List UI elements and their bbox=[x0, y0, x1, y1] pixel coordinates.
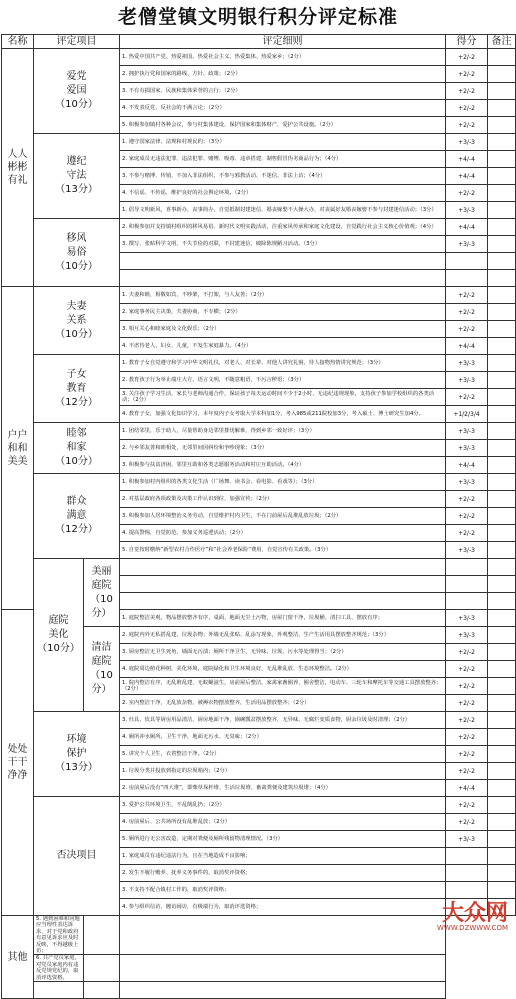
note-cell bbox=[488, 219, 516, 236]
score-cell: +2/-2 bbox=[446, 797, 488, 814]
score-cell: +2/-2 bbox=[446, 814, 488, 831]
score-cell bbox=[446, 576, 488, 593]
detail-cell: 3. 不有有损国家、民族和集体荣誉的言行；（2分） bbox=[120, 83, 446, 100]
note-cell bbox=[488, 610, 516, 627]
table-row bbox=[2, 955, 516, 982]
header-note: 备注 bbox=[488, 35, 516, 49]
item-cell: 爱党 爱国 （10分） bbox=[34, 49, 120, 134]
detail-cell bbox=[120, 576, 446, 593]
note-cell bbox=[488, 644, 516, 661]
sub-item-cell: 美丽 庭院 （10 分） bbox=[84, 559, 120, 627]
note-cell bbox=[488, 202, 516, 219]
detail-cell: 4. 不虐待老人、妇女、儿童，不发生家庭暴力。（4分） bbox=[120, 338, 446, 355]
detail-cell: 3. 灶具、炊具等厨房用品清洁，厨房地面干净，锅碗瓢盆摆放整齐，无异味，无腐烂变质食物，厨余垃圾及时清理；（2分） bbox=[120, 712, 446, 729]
detail-cell: 3. 不参与赌博、传销，不加入非法组织，不参与邪教活动、不迷信、非法上访；（4分） bbox=[120, 168, 446, 185]
detail-cell: 1. 夫妻和睦，相敬如宾，不吵架，不打架，与人友善；（2分） bbox=[120, 287, 446, 304]
detail-cell: 5. 讲究个人卫生，衣着整洁干净。（2分） bbox=[120, 746, 446, 763]
note-cell bbox=[488, 304, 516, 321]
score-cell: +3/-3 bbox=[446, 202, 488, 219]
note-cell bbox=[488, 661, 516, 678]
detail-cell: 4. 参与组织信访、缠访闹访，有极端行为，取消评选资格； bbox=[120, 899, 446, 916]
detail-cell: 1. 热爱中国共产党、热爱祖国、热爱社会主义、热爱集体、热爱家乡；（2分） bbox=[120, 49, 446, 66]
score-cell: +2/-2 bbox=[446, 644, 488, 661]
note-cell bbox=[488, 712, 516, 729]
detail-cell: 1. 倡导文明新风，喜事新办，丧事简办，自觉抵制封建迷信，婚丧嫁娶不大操大办，对丧属好友婚丧嫁娶不参与封建迷信活动；（3分） bbox=[120, 202, 446, 219]
note-cell bbox=[488, 593, 516, 610]
header-name: 名称 bbox=[2, 35, 34, 49]
score-cell: +2/-2 bbox=[446, 746, 488, 763]
detail-cell bbox=[34, 982, 84, 999]
score-cell bbox=[446, 270, 488, 287]
score-cell bbox=[446, 865, 488, 882]
table-row bbox=[2, 49, 516, 66]
score-cell: +2/-2 bbox=[446, 287, 488, 304]
detail-cell: 4. 提高警惕，自觉防范，参加义务巡逻活动；（2分） bbox=[120, 525, 446, 542]
table-row bbox=[2, 559, 516, 576]
detail-cell: 3. 相互关心和睦家庭及文化娱乐；（2分） bbox=[120, 321, 446, 338]
note-cell bbox=[488, 746, 516, 763]
table-row bbox=[2, 982, 516, 999]
score-cell bbox=[446, 882, 488, 899]
detail-cell: 4. 房前屋后、公共场所没有乱堆乱放；（2分） bbox=[120, 814, 446, 831]
detail-cell: 1. 垃圾分类并投放到指定的垃圾箱内；（2分） bbox=[120, 763, 446, 780]
detail-cell: 4. 庭院周边植花种树，美化环境，庭院绿化和卫生环境良好，无乱堆乱放、生态环境整洁。（2分） bbox=[120, 661, 446, 678]
item-cell: 移风 易俗 （10分） bbox=[34, 219, 120, 287]
item-cell: 庭院 美化 （10分） bbox=[34, 559, 84, 712]
item-cell: 遵纪 守法 （13分） bbox=[34, 134, 120, 219]
note-cell bbox=[488, 576, 516, 593]
sub-item-cell: 清洁 庭院 （10 分） bbox=[84, 627, 120, 712]
score-cell bbox=[446, 593, 488, 610]
detail-cell: 2. 家庭事务民主决策，夫妻协商，不专横；（2分） bbox=[120, 304, 446, 321]
note-cell bbox=[488, 151, 516, 168]
item-cell: 睦邻 和家 （10分） bbox=[34, 423, 120, 474]
score-cell: +2/-2 bbox=[446, 695, 488, 712]
score-cell: +3/-3 bbox=[446, 236, 488, 253]
score-cell: +4/-4 bbox=[446, 219, 488, 236]
header-score: 得分 bbox=[446, 35, 488, 49]
detail-cell bbox=[120, 270, 446, 287]
score-cell: +2/-2 bbox=[446, 100, 488, 117]
note-cell bbox=[488, 185, 516, 202]
score-cell bbox=[84, 916, 120, 955]
score-cell: +2/-2 bbox=[446, 49, 488, 66]
header-row bbox=[2, 35, 516, 49]
note-cell bbox=[120, 982, 446, 999]
note-cell bbox=[488, 49, 516, 66]
detail-cell: 2. 发生不履行赡养、抚养义务事件的，取消奖评资格； bbox=[120, 865, 446, 882]
note-cell bbox=[488, 355, 516, 372]
score-cell bbox=[446, 253, 488, 270]
note-cell bbox=[488, 236, 516, 253]
table-row bbox=[2, 287, 516, 304]
score-cell: +4/-4 bbox=[446, 457, 488, 474]
score-cell: +3/-3 bbox=[446, 134, 488, 151]
score-cell: +3/-3 bbox=[446, 423, 488, 440]
note-cell bbox=[488, 389, 516, 406]
score-cell: +2/-2 bbox=[446, 304, 488, 321]
note-cell bbox=[488, 100, 516, 117]
note-cell bbox=[488, 559, 516, 576]
note-cell bbox=[488, 406, 516, 423]
score-cell bbox=[84, 955, 120, 982]
score-cell bbox=[84, 982, 120, 999]
note-cell bbox=[488, 491, 516, 508]
detail-cell: 3. 不支持不配合镇村工作的，取消奖评资格； bbox=[120, 882, 446, 899]
score-cell: +2/-2 bbox=[446, 525, 488, 542]
note-cell bbox=[488, 729, 516, 746]
detail-cell: 1. 遵守国家法律、法规和村规民约；（3分） bbox=[120, 134, 446, 151]
note-cell bbox=[488, 695, 516, 712]
detail-cell: 1. 团结邻里，乐于助人，尽量帮助身边邻里排忧解难，得到乡邻一致好评；（3分） bbox=[120, 423, 446, 440]
detail-cell: 4. 不信谣、不传谣，维护良好的社会舆论环境。（2分） bbox=[120, 185, 446, 202]
score-cell: +3/-3 bbox=[446, 831, 488, 848]
item-cell: 群众 满意 （12分） bbox=[34, 474, 120, 559]
page-title: 老僧堂镇文明银行积分评定标准 bbox=[0, 0, 516, 34]
note-cell bbox=[488, 763, 516, 780]
score-cell: +2/-2 bbox=[446, 185, 488, 202]
note-cell bbox=[488, 134, 516, 151]
score-cell: +3/-3 bbox=[446, 474, 488, 491]
table-row bbox=[2, 134, 516, 151]
note-cell bbox=[488, 525, 516, 542]
header-detail: 评定细则 bbox=[120, 35, 446, 49]
detail-cell: 2. 庭院内外无私搭乱建，垃圾杂物；外墙无乱张贴、乱涂写现象，外观整洁，生产生活用具摆放整齐规范；（3分） bbox=[120, 627, 446, 644]
detail-cell: 4. 教育子女，加强文化知识学习，本年度内子女考取大学本科加1分，考入985或211院校加3分，考入硕士、博士研究生加4分。 bbox=[120, 406, 446, 423]
detail-cell: 2. 室内整洁干净，无乱放杂物，被褥衣物摆放整齐，生活用品摆放整齐；（2分） bbox=[120, 695, 446, 712]
detail-cell bbox=[120, 559, 446, 576]
score-cell bbox=[446, 559, 488, 576]
note-cell bbox=[120, 916, 446, 955]
note-cell bbox=[488, 678, 516, 695]
category-cell: 处处 干干 净净 bbox=[2, 610, 34, 916]
table-body bbox=[2, 49, 516, 999]
note-cell bbox=[488, 882, 516, 899]
detail-cell: 1. 教育子女自觉遵守和学习中华文明礼仪，对老人、对长辈、对他人讲究礼貌，待人接物热情讲究规范；（3分） bbox=[120, 355, 446, 372]
detail-cell: 1. 庭院整洁美观，物品摆放整齐有序，桌面、地面无尘土污物，房屋门窗干净，垃圾桶、清扫工具、摆放有序； bbox=[120, 610, 446, 627]
note-cell bbox=[488, 117, 516, 134]
score-cell: +2/-2 bbox=[446, 763, 488, 780]
score-cell: +2/-2 bbox=[446, 321, 488, 338]
note-cell bbox=[488, 66, 516, 83]
note-cell bbox=[488, 474, 516, 491]
detail-cell: 5. 遇到困难和问题应当理性表达诉求，对于党和政府有意见诉求应及时反映，不得越级上访； bbox=[34, 916, 84, 955]
watermark bbox=[437, 902, 508, 932]
score-cell: +3/-3 bbox=[446, 542, 488, 559]
item-cell: 夫妻 关系 （10分） bbox=[34, 287, 120, 355]
note-cell bbox=[488, 440, 516, 457]
category-cell: 户户 和和 美美 bbox=[2, 287, 34, 610]
table-row bbox=[2, 355, 516, 372]
note-cell bbox=[488, 423, 516, 440]
detail-cell bbox=[120, 253, 446, 270]
note-cell bbox=[488, 508, 516, 525]
score-cell bbox=[446, 848, 488, 865]
note-cell bbox=[488, 848, 516, 865]
note-cell bbox=[488, 780, 516, 797]
score-cell: +4/-4 bbox=[446, 168, 488, 185]
score-cell: +2/-2 bbox=[446, 712, 488, 729]
detail-cell: 1. 家庭成员有违纪违法行为，且在当地造成不良影响； bbox=[120, 848, 446, 865]
watermark-url: WWW.DZWWW.COM bbox=[437, 924, 508, 932]
score-cell: +4/-4 bbox=[446, 780, 488, 797]
detail-cell: 2. 对基层政府各项政策及决策工作认识到位，加强宣传；（2分） bbox=[120, 491, 446, 508]
watermark-brand: 大众网 bbox=[437, 902, 508, 924]
note-cell bbox=[488, 372, 516, 389]
detail-cell: 3. 爱护公共环境卫生，不乱倒乱扔；（2分） bbox=[120, 797, 446, 814]
detail-cell: 5. 自觉按时缴纳“新型农村合作医疗”和“社会养老保险”费用，自觉宣传有关政策。（3分） bbox=[120, 542, 446, 559]
table-row bbox=[2, 474, 516, 491]
score-cell: +2/-2 bbox=[446, 661, 488, 678]
note-cell bbox=[488, 797, 516, 814]
score-cell: +1/2/3/4 bbox=[446, 406, 488, 423]
score-cell: +2/-2 bbox=[446, 729, 488, 746]
detail-cell: 1. 院内整洁有序，无乱堆乱建，无蚊蝇滋生，房前屋后整洁，家禽家畜圈养，圈舍整洁，电动车、三轮车和摩托车等交通工具摆放整齐；（2分） bbox=[120, 678, 446, 695]
note-cell bbox=[488, 831, 516, 848]
note-cell bbox=[488, 168, 516, 185]
detail-cell bbox=[120, 593, 446, 610]
note-cell bbox=[120, 955, 446, 982]
score-cell: +2/-2 bbox=[446, 389, 488, 406]
note-cell bbox=[488, 542, 516, 559]
note-cell bbox=[488, 83, 516, 100]
detail-cell: 2. 积极参加并支持镇村组织的移风易俗、新时代文明实践活动，注重家风传承和家庭文化建设，自觉践行社会主义核心价值观；（4分） bbox=[120, 219, 446, 236]
detail-cell: 3. 积极参加人居环境整治义务劳动，自觉维护村内卫生，不在门前屋后乱堆乱放垃圾；（2分） bbox=[120, 508, 446, 525]
detail-cell: 5. 厕所进行无公害改造，定期对粪便及厕所残留物清理情况。（3分） bbox=[120, 831, 446, 848]
score-cell: +2/-2 bbox=[446, 491, 488, 508]
note-cell bbox=[488, 253, 516, 270]
detail-cell: 4. 厕所冲水厕所，卫生干净，地面无污水、无臭味；（2分） bbox=[120, 729, 446, 746]
score-cell: +4/-4 bbox=[446, 338, 488, 355]
detail-cell: 6. 共产党员家庭，对党员家庭内有违反党规党纪的，取消评选资格。 bbox=[34, 955, 84, 982]
detail-cell: 4. 不发表反党、反社会的不满言论；（2分） bbox=[120, 100, 446, 117]
note-cell bbox=[488, 287, 516, 304]
note-cell bbox=[488, 457, 516, 474]
detail-cell: 2. 家庭成员无违法犯罪、违法犯罪、赌博、吸毒、违章搭建、制售假冒伪劣商品行为；（4分） bbox=[120, 151, 446, 168]
note-cell bbox=[488, 321, 516, 338]
table-row bbox=[2, 423, 516, 440]
score-cell: +3/-3 bbox=[446, 372, 488, 389]
table-row bbox=[2, 219, 516, 236]
category-cell: 人人 彬彬 有礼 bbox=[2, 49, 34, 287]
item-cell: 环境 保护 （13分） bbox=[34, 712, 120, 797]
detail-cell: 2. 拥护执行党和国家的路线、方针、政策；（2分） bbox=[120, 66, 446, 83]
note-cell bbox=[488, 270, 516, 287]
score-table bbox=[1, 34, 516, 999]
score-cell: +4/-4 bbox=[446, 151, 488, 168]
score-cell: +2/-2 bbox=[446, 83, 488, 100]
score-cell: +2/-2 bbox=[446, 117, 488, 134]
detail-cell: 3. 撰写、张贴科学文明、不失节俭的对联，不封建迷信，破除陈规陋习活动。（3分） bbox=[120, 236, 446, 253]
detail-cell: 3. 积极参与扶贫济困，邻里互助和各类志愿服务活动和村庄互助活动。（4分） bbox=[120, 457, 446, 474]
note-cell bbox=[488, 338, 516, 355]
item-cell: 否决项目 bbox=[34, 797, 120, 916]
score-cell: +3/-3 bbox=[446, 440, 488, 457]
note-cell bbox=[488, 865, 516, 882]
note-cell bbox=[488, 627, 516, 644]
score-cell: +2/-2 bbox=[446, 508, 488, 525]
score-cell: +3/-3 bbox=[446, 355, 488, 372]
note-cell bbox=[488, 814, 516, 831]
score-cell: +2/-2 bbox=[446, 678, 488, 695]
detail-cell: 2. 房前屋后没有“四大堆”，即柴草垛杆堆、生活垃圾堆、畜禽粪便及建筑垃圾堆；（4分） bbox=[120, 780, 446, 797]
detail-cell: 1. 积极参加村内组织的各类文化生活（广场舞、读书会、看电影、看戏等）；（3分） bbox=[120, 474, 446, 491]
score-cell: +3/-3 bbox=[446, 610, 488, 627]
header-item: 评定项目 bbox=[34, 35, 120, 49]
score-cell: +3/-3 bbox=[446, 627, 488, 644]
score-cell: +2/-2 bbox=[446, 66, 488, 83]
detail-cell: 2. 教育孩子行为举止端庄大方，语言文明，不随意粗语，不污言秽语；（3分） bbox=[120, 372, 446, 389]
table-row bbox=[2, 797, 516, 814]
detail-cell: 5. 积极参加镇村各种会议，参与村集体建设，保护国家和集体财产，爱护公共设施。（2分） bbox=[120, 117, 446, 134]
table-row bbox=[2, 712, 516, 729]
detail-cell: 3. 厨房整洁无卫生死角，墙面无污渍；厕所干净卫生，无异味，垃圾、污水等处理得当；（2分） bbox=[120, 644, 446, 661]
item-cell: 子女 教育 （12分） bbox=[34, 355, 120, 423]
category-cell: 其他 bbox=[2, 916, 34, 999]
detail-cell: 3. 关注孩子学习生活，家长与老师沟通合作，保证孩子每天运动时间不少于2小时，无违纪违规现象，支持孩子参加学校组织的各类活动；（2分） bbox=[120, 389, 446, 406]
detail-cell: 2. 与乡邻友善和睦相处，无邻里间因纠纷和争吵现象；（3分） bbox=[120, 440, 446, 457]
